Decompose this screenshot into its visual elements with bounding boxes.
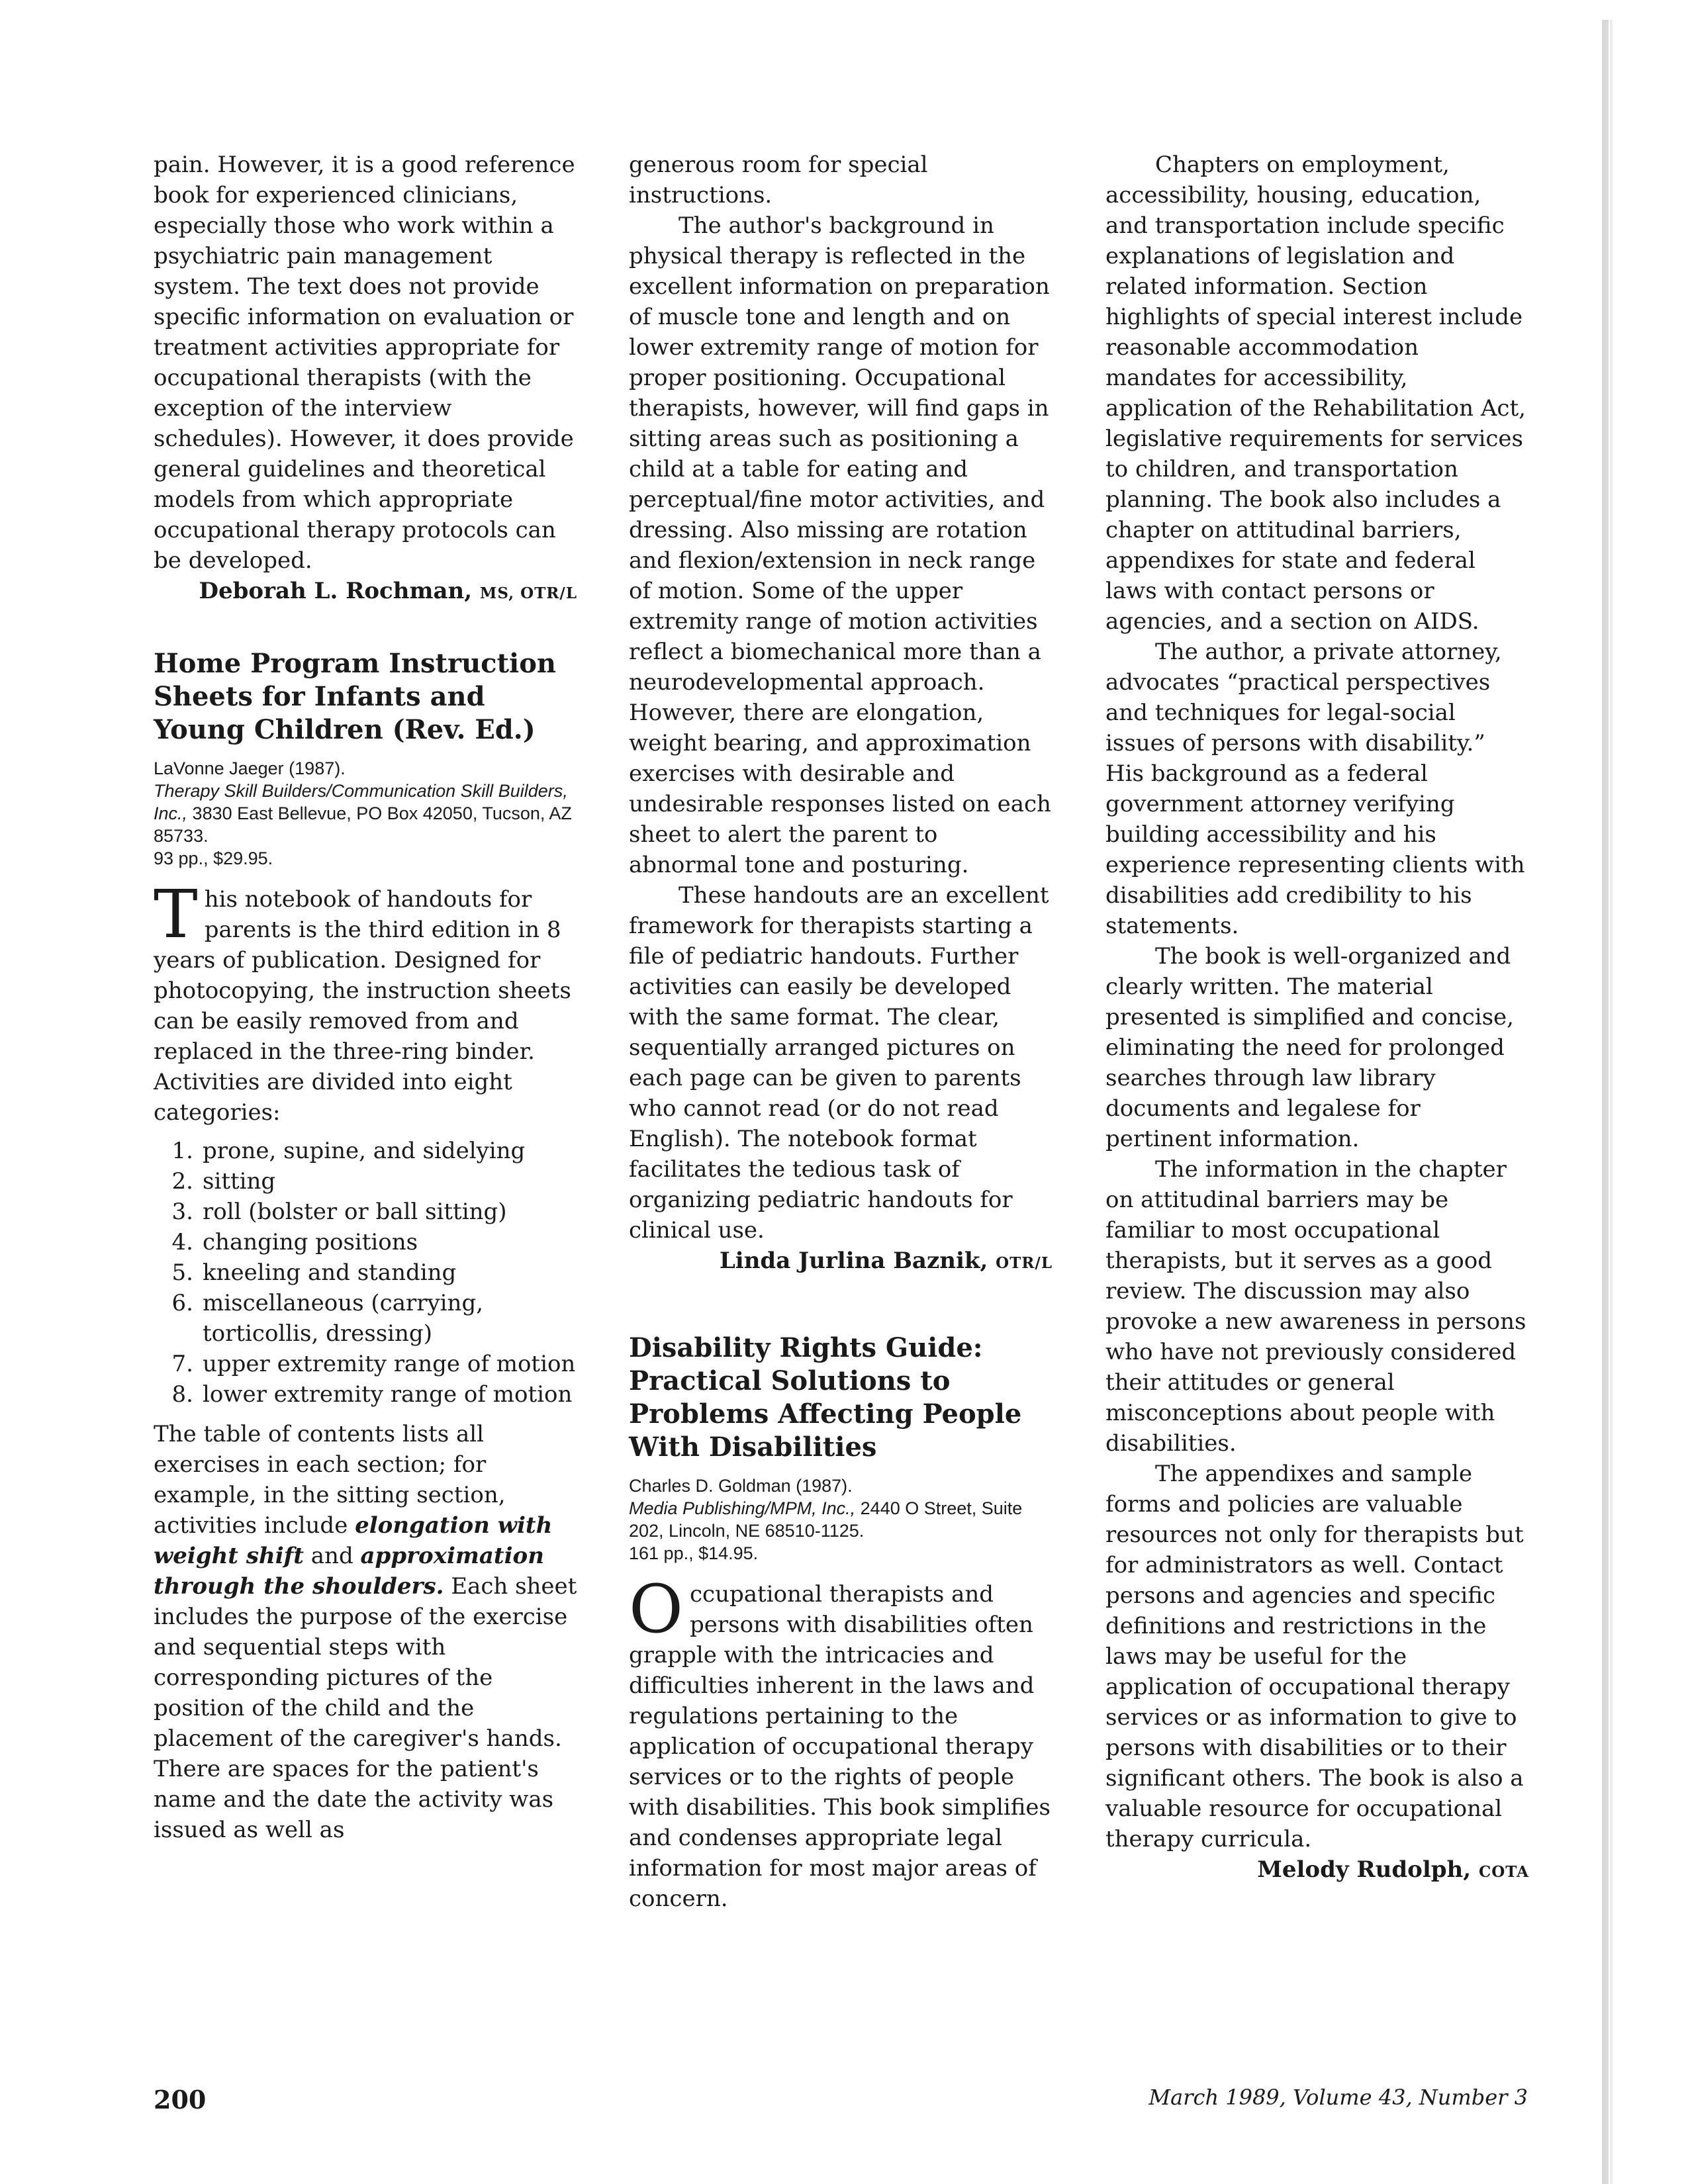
reviewer-credentials: OTR/L <box>996 1254 1053 1272</box>
column-1 <box>154 150 577 1845</box>
list-item: 3. roll (bolster or ball sitting) <box>171 1199 507 1225</box>
reviewer-name: Linda Jurlina Baznik, <box>719 1248 988 1274</box>
review-intro <box>629 1570 1053 1914</box>
citation-author-year: LaVonne Jaeger (1987). <box>154 758 346 778</box>
reviewer-credentials: MS, OTR/L <box>479 584 577 602</box>
paragraph: pain. However, it is a good reference book for experienced clinicians, especially those who work within a psychiatric pain management system. The text does not provide specific information on evaluation or treatment activities appropriate for occupational therapists (with the exception of the interview schedules). However, it does provide general guidelines and theoretical models from which appropriate occupational therapy protocols can be developed. <box>154 152 575 574</box>
reviewer-signature <box>1105 1854 1529 1888</box>
column-3 <box>1105 150 1529 1888</box>
review-intro <box>154 876 577 1128</box>
citation-publisher: Therapy Skill Builders/Communication Skill Builders, Inc., <box>154 781 568 823</box>
book-citation <box>629 1475 1053 1565</box>
paragraph: The author's background in physical therapy is reflected in the excellent information on preparation of muscle tone and length and on lower extremity range of motion for proper positioning. Occupational therapists, however, will find gaps in sitting areas such as positioning a child at a table for eating and perceptual/fine motor activities, and dressing. Also missing are rotation and flexion/extension in neck range of motion. Some of the upper extremity range of motion activities reflect a biomechanical more than a neurodevelopmental approach. However, there are elongation, weight bearing, and approximation exercises with desirable and undesirable responses listed on each sheet to alert the parent to abnormal tone and posturing. <box>629 212 1051 878</box>
reviewer-name: Melody Rudolph, <box>1257 1856 1472 1883</box>
page-number: 200 <box>154 2085 207 2115</box>
paragraph: The book is well-organized and clearly written. The material presented is simplified and concise, eliminating the need for prolonged searches through law library documents and legalese for pertinent information. <box>1105 943 1514 1152</box>
paragraph: These handouts are an excellent framework for therapists starting a file of pediatric handouts. Further activities can easily be developed with the same format. The clear, sequentially arranged pictures on each page can be given to parents who cannot read (or do not read English). The notebook format facilitates the tedious task of organizing pediatric handouts for clinical use. <box>629 882 1049 1244</box>
journal-issue: March 1989, Volume 43, Number 3 <box>1149 2085 1528 2110</box>
book-citation <box>154 757 577 870</box>
list-item: 8. lower extremity range of motion <box>171 1381 573 1408</box>
list-item: 7. upper extremity range of motion <box>171 1351 576 1377</box>
reviewer-signature <box>629 1246 1053 1279</box>
review-title: Disability Rights Guide: Practical Solutions to Problems Affecting People With Disabilities <box>629 1332 1022 1463</box>
page-edge-shadow-light <box>1610 20 1613 2184</box>
list-item: 1. prone, supine, and sidelying <box>171 1138 526 1164</box>
list-item: 6. miscellaneous (carrying, torticollis, dressing) <box>171 1290 484 1347</box>
list-item: 5. kneeling and standing <box>171 1259 457 1286</box>
citation-pages-price: 93 pp., $29.95. <box>154 848 273 868</box>
paragraph: The author, a private attorney, advocates “practical perspectives and techniques for legal-social issues of persons with disability.” His background as a federal government attorney verifying building accessibility and his experience representing clients with disabilities add credibility to his statements. <box>1105 639 1525 939</box>
review-title: Home Program Instruction Sheets for Infants and Young Children (Rev. Ed.) <box>154 648 556 745</box>
paragraph: The table of contents lists all exercises in each section; for example, in the sitting section, activities include elongation with weight shift and approximation through the shoulders. Each sheet includes the purpose of the exercise and sequential steps with corresponding pictures of the position of the child and the placement of the caregiver's hands. There are spaces for the patient's name and the date the activity was issued as well as <box>154 1421 577 1843</box>
citation-pages-price: 161 pp., $14.95. <box>629 1543 759 1563</box>
paragraph: The appendixes and sample forms and policies are valuable resources not only for therapists but for administrators as well. Contact persons and agencies and specific definitions and restrictions in the laws may be useful for the application of occupational therapy services or as information to give to persons with disabilities or to their significant others. The book is also a valuable resource for occupational therapy curricula. <box>1105 1461 1524 1852</box>
paragraph: Chapters on employment, accessibility, housing, education, and transportation include specific explanations of legislation and related information. Section highlights of special interest include reasonable accommodation mandates for accessibility, application of the Rehabilitation Act, legislative requirements for services to children, and transportation planning. The book also includes a chapter on attitudinal barriers, appendixes for state and federal laws with contact persons or agencies, and a section on AIDS. <box>1105 152 1526 635</box>
citation-publisher: Media Publishing/MPM, Inc., <box>629 1498 856 1518</box>
list-item: 2. sitting <box>171 1168 276 1195</box>
paragraph: generous room for special instructions. <box>629 152 928 208</box>
category-list <box>154 1136 577 1410</box>
drop-cap: T <box>154 876 198 953</box>
intro-text: ccupational therapists and persons with disabilities often grapple with the intricacies and difficulties inherent in the laws and regulations pertaining to the application of occupational therapy services or to the rights of people with disabilities. This book simplifies and condenses appropriate legal information for most major areas of concern. <box>629 1581 1051 1912</box>
citation-address: 2440 O Street, Suite 202, Lincoln, NE 68510-1125. <box>629 1498 1023 1541</box>
reviewer-name: Deborah L. Rochman, <box>199 578 473 604</box>
citation-publisher-block <box>154 780 577 847</box>
citation-author-year: Charles D. Goldman (1987). <box>629 1476 853 1496</box>
column-2 <box>629 150 1053 1914</box>
reviewer-credentials: COTA <box>1478 1863 1529 1881</box>
emphasis: elongation with weight shift <box>154 1512 553 1569</box>
citation-publisher-block <box>629 1497 1053 1542</box>
page-edge-shadow <box>1602 20 1609 2184</box>
list-item: 4. changing positions <box>171 1229 418 1255</box>
emphasis: approximation through the shoulders. <box>154 1543 544 1600</box>
citation-address: 3830 East Bellevue, PO Box 42050, Tucson, AZ 85733. <box>154 803 572 846</box>
drop-cap: O <box>629 1570 683 1648</box>
reviewer-signature <box>154 576 577 609</box>
paragraph: The information in the chapter on attitudinal barriers may be familiar to most occupational therapists, but it serves as a good review. The discussion may also provoke a new awareness in persons who have not previously considered their attitudes or general misconceptions about people with disabilities. <box>1105 1156 1526 1457</box>
intro-text: his notebook of handouts for parents is the third edition in 8 years of publication. Designed for photocopying, the instruction sheets can be easily removed from and replaced in the three-ring binder. Activities are divided into eight categories: <box>154 886 571 1126</box>
